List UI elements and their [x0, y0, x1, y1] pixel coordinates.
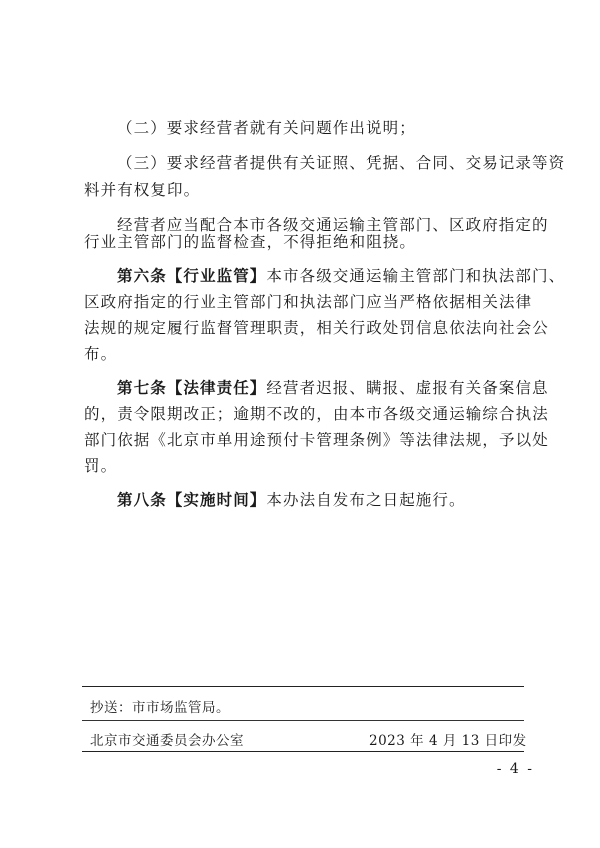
- body-line-11: 的，责令限期改正；逾期不改的，由本市各级交通运输综合执法: [84, 405, 549, 423]
- body-line-4: 经营者应当配合本市各级交通运输主管部门、区政府指定的: [117, 216, 549, 234]
- body-line-8: 法规的规定履行监督管理职责，相关行政处罚信息依法向社会公: [84, 319, 549, 337]
- article-7-heading: 第七条【法律责任】: [117, 379, 267, 397]
- issuing-office: 北京市交通委员会办公室: [90, 733, 244, 749]
- article-6-heading: 第六条【行业监管】: [117, 267, 267, 285]
- article-8-heading: 第八条【实施时间】: [117, 491, 267, 509]
- article-8-text: 本办法自发布之日起施行。: [266, 491, 466, 509]
- body-line-13: 罚。: [84, 457, 118, 475]
- issue-date: 2023 年 4 月 13 日印发: [369, 733, 527, 749]
- body-line-7: 区政府指定的行业主管部门和执法部门应当严格依据相关法律: [84, 293, 533, 311]
- footer-rule-middle: [82, 720, 524, 721]
- article-7-line-1: [117, 378, 557, 398]
- article-6-line-1: [117, 266, 566, 286]
- body-line-5: 行业主管部门的监督检查，不得拒绝和阻挠。: [84, 233, 417, 251]
- body-line-2: （三）要求经营者提供有关证照、凭据、合同、交易记录等资: [117, 154, 566, 172]
- article-7-text: 经营者迟报、瞒报、虚报有关备案信息: [266, 379, 549, 397]
- body-line-1: （二）要求经营者就有关问题作出说明；: [117, 119, 416, 137]
- footer-rule-bottom: [82, 751, 524, 752]
- body-line-3: 料并有权复印。: [84, 181, 201, 199]
- body-line-9: 布。: [84, 345, 118, 363]
- page-number: - 4 -: [496, 761, 534, 777]
- footer-rule-top: [82, 686, 524, 687]
- body-line-12: 部门依据《北京市单用途预付卡管理条例》等法律法规，予以处: [84, 431, 549, 449]
- article-8-line-1: [117, 490, 557, 510]
- article-6-text: 本市各级交通运输主管部门和执法部门、: [266, 267, 566, 285]
- cc-line: 抄送：市市场监管局。: [90, 700, 230, 716]
